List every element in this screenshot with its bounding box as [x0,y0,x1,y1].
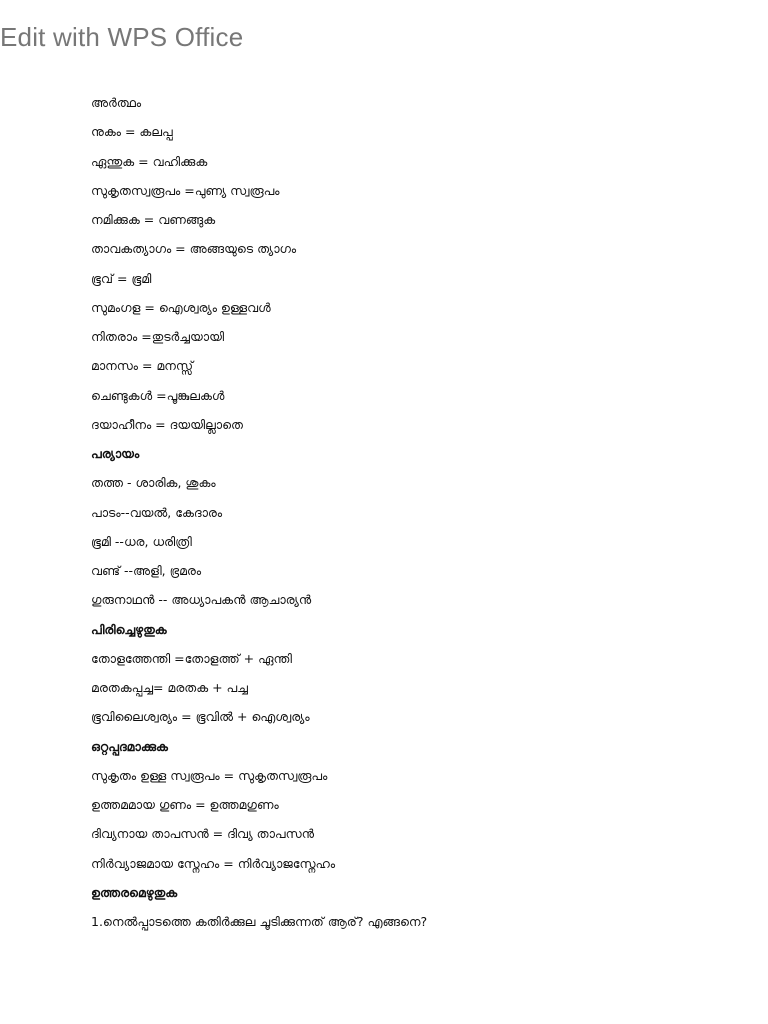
text-line: ഉത്തമമായ ഗുണം = ഉത്തമഗുണം [91,797,279,812]
text-line: നുകം = കലപ്പ [91,124,173,140]
text-line: നമിക്കുക = വണങ്ങുക [91,212,216,227]
text-line: നിതരാം =തുടർച്ചയായി [91,329,225,344]
section-heading: ഉത്തരമെഴുതുക [91,884,178,900]
text-line: മാനസം = മനസ്സ് [91,358,194,374]
text-line: മരതകപ്പച്ച= മരതക + പച്ച [91,680,248,695]
text-line: താവകത്യാഗം = അങ്ങയുടെ ത്യാഗം [91,241,297,257]
text-line: നിർവ്യാജമായ സ്നേഹം = നിർവ്യാജസ്നേഹം [91,855,336,871]
text-line: ഭൂവിലൈശ്വര്യം = ഭൂവിൽ + ഐശ്വര്യം [91,709,310,725]
section-heading: പിരിച്ചെഴുതുക [91,621,167,637]
text-line: വണ്ട് --അളി, ഭ്രമരം [91,563,202,578]
text-line: ദയാഹീനം = ദയയില്ലാതെ [91,416,243,432]
text-line: ദിവ്യനായ താപസൻ = ദിവ്യ താപസൻ [91,826,315,842]
text-line: പാടം--വയൽ, കേദാരം [91,504,223,520]
text-line: തോളത്തേന്തി =തോളത്ത് + ഏന്തി [91,650,292,666]
text-line: തത്ത - ശാരിക, ശുകം [91,475,216,491]
text-line: ഏന്തുക = വഹിക്കുക [91,153,208,169]
text-line: സുകൃതം ഉള്ള സ്വരൂപം = സുകൃതസ്വരൂപം [91,767,328,783]
text-line: ഭൂവ് = ഭൂമി [91,270,152,286]
text-line: ഗുരുനാഥൻ -- അധ്യാപകൻ ആചാര്യൻ [91,592,312,608]
text-line: ചെണ്ടുകൾ =പൂങ്കുലകൾ [91,387,225,403]
section-heading: പര്യായം [91,446,140,461]
text-line: 1.നെൽപ്പാടത്തെ കതിർക്കുല ചൂടിക്കുന്നത് ആര്? എങ്ങനെ? [91,914,428,929]
text-line: ഭൂമി --ധര, ധരിത്രി [91,533,192,549]
text-line: സുകൃതസ്വരൂപം =പുണ്യ സ്വരൂപം [91,182,280,198]
text-line: അർത്ഥം [91,95,142,110]
text-line: സുമംഗള = ഐശ്വര്യം ഉള്ളവൾ [91,299,271,315]
section-heading: ഒറ്റപ്പദമാക്കുക [91,738,168,754]
document-body [91,88,731,936]
wps-office-banner: Edit with WPS Office [0,22,244,52]
